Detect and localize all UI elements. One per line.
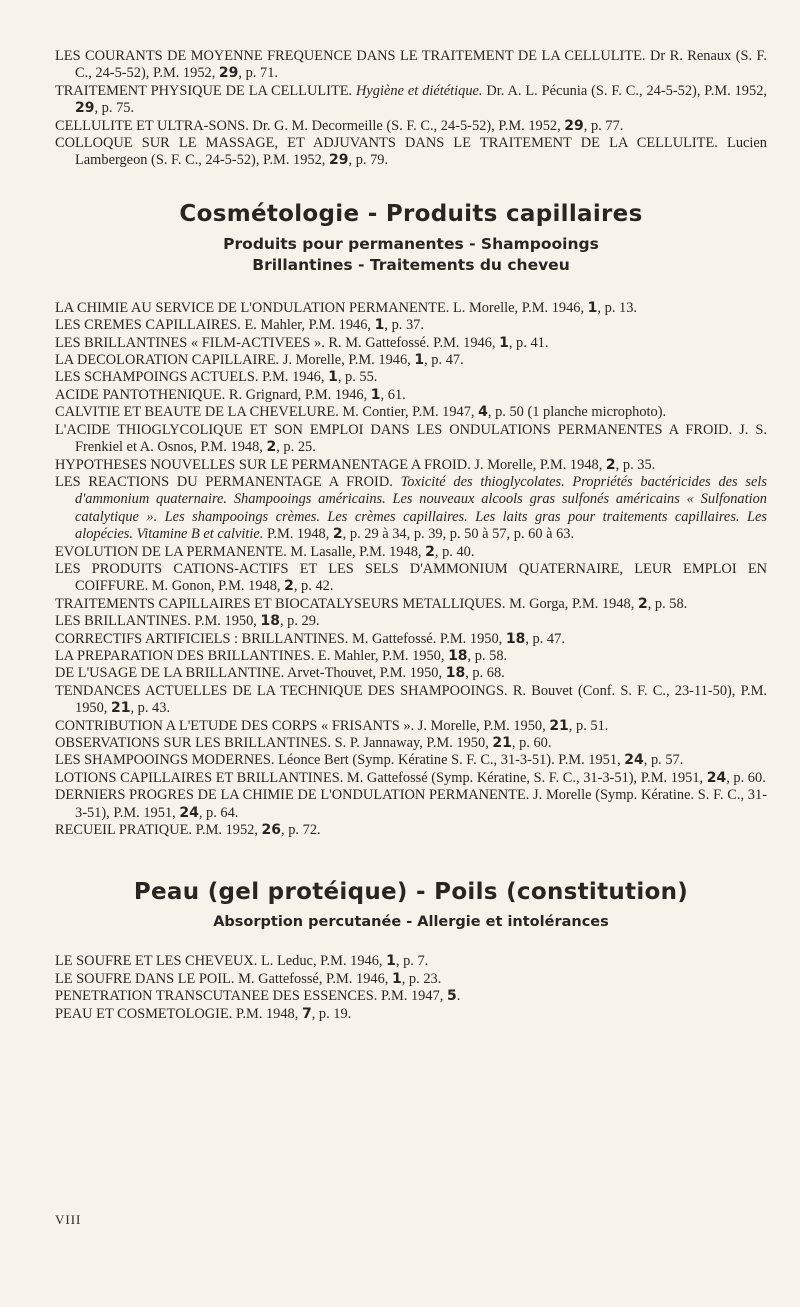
entry-text: HYPOTHESES NOUVELLES SUR LE PERMANENTAGE A FROID. J. Morelle, P.M. 1948, bbox=[55, 456, 606, 473]
entry-tail: , p. 50 (1 planche microphoto). bbox=[487, 404, 667, 421]
entry-tail: , p. 40. bbox=[434, 543, 475, 560]
volume-number: 1 bbox=[370, 386, 381, 403]
entry-tail: , p. 41. bbox=[508, 334, 549, 351]
entry-tail: , p. 58. bbox=[647, 595, 688, 612]
volume-number: 24 bbox=[706, 769, 727, 786]
volume-number: 7 bbox=[301, 1005, 312, 1022]
bibliography-entry bbox=[55, 48, 767, 83]
entry-text: TRAITEMENTS CAPILLAIRES ET BIOCATALYSEURS METALLIQUES. M. Gorga, P.M. 1948, bbox=[55, 595, 638, 612]
bibliography-entry bbox=[55, 544, 767, 561]
entry-text: LES CREMES CAPILLAIRES. E. Mahler, P.M. 1946, bbox=[55, 317, 375, 334]
volume-number: 5 bbox=[446, 988, 457, 1005]
entry-tail: , p. 37. bbox=[384, 317, 424, 334]
entry-text: PEAU ET COSMETOLOGIE. P.M. 1948, bbox=[55, 1005, 302, 1022]
entry-tail: . bbox=[456, 988, 461, 1005]
entry-text: ACIDE PANTOTHENIQUE. R. Grignard, P.M. 1946, bbox=[55, 386, 371, 403]
bibliography-entry bbox=[55, 561, 767, 596]
bibliography-entry bbox=[55, 300, 767, 317]
entry-text: RECUEIL PRATIQUE. P.M. 1952, bbox=[55, 822, 262, 839]
bibliography-entry bbox=[55, 648, 767, 665]
bibliography-entry bbox=[55, 369, 767, 386]
volume-number: 1 bbox=[386, 953, 396, 970]
volume-number: 29 bbox=[75, 100, 95, 117]
entry-tail: , p. 58. bbox=[467, 647, 508, 664]
entry-tail: , p. 71. bbox=[238, 65, 278, 82]
entry-tail: , p. 47. bbox=[424, 352, 464, 369]
entry-text: LES COURANTS DE MOYENNE FREQUENCE DANS LE TRAITEMENT DE LA CELLULITE. Dr R. Renaux (S. F. C., 24-5-52), P.M. 1952, bbox=[55, 48, 767, 82]
bibliography-entry bbox=[55, 613, 767, 630]
volume-number: 1 bbox=[499, 334, 509, 351]
page-content bbox=[55, 48, 767, 1023]
entry-text: CELLULITE ET ULTRA-SONS. Dr. G. M. Decormeille (S. F. C., 24-5-52), P.M. 1952, bbox=[55, 117, 565, 134]
entry-tail: , p. 23. bbox=[401, 970, 442, 987]
volume-number: 29 bbox=[218, 65, 239, 82]
volume-number: 2 bbox=[425, 543, 435, 560]
entry-text: OBSERVATIONS SUR LES BRILLANTINES. S. P. Jannaway, P.M. 1950, bbox=[55, 735, 493, 751]
bibliography-entry bbox=[55, 422, 767, 457]
volume-number: 2 bbox=[605, 456, 616, 473]
bibliography-entry bbox=[55, 335, 767, 352]
volume-number: 4 bbox=[478, 404, 488, 421]
volume-number: 1 bbox=[374, 317, 385, 334]
volume-number: 2 bbox=[332, 526, 343, 543]
volume-number: 24 bbox=[179, 804, 199, 821]
entry-tail: , p. 51. bbox=[568, 717, 609, 734]
entry-tail: , p. 35. bbox=[615, 456, 656, 473]
bibliography-entry bbox=[55, 953, 767, 970]
entry-tail: , p. 47. bbox=[525, 630, 565, 647]
entry-text: DE L'USAGE DE LA BRILLANTINE. Arvet-Thouvet, P.M. 1950, bbox=[55, 665, 446, 682]
entry-text: CORRECTIFS ARTIFICIELS : BRILLANTINES. M. Gattefossé. P.M. 1950, bbox=[55, 630, 506, 647]
entry-tail: , p. 29. bbox=[279, 613, 320, 630]
entry-tail: , p. 60. bbox=[726, 769, 766, 786]
bibliography-entry bbox=[55, 752, 767, 769]
entry-text: LES BRILLANTINES « FILM-ACTIVEES ». R. M. Gattefossé. P.M. 1946, bbox=[55, 334, 500, 351]
entry-text: CALVITIE ET BEAUTE DE LA CHEVELURE. M. Contier, P.M. 1947, bbox=[55, 404, 479, 421]
entry-text: LE SOUFRE ET LES CHEVEUX. L. Leduc, P.M. 1946, bbox=[55, 953, 387, 970]
bibliography-entry bbox=[55, 683, 767, 718]
entry-text: CONTRIBUTION A L'ETUDE DES CORPS « FRISANTS ». J. Morelle, P.M. 1950, bbox=[55, 717, 550, 734]
volume-number: 21 bbox=[110, 700, 131, 717]
entry-text: L'ACIDE THIOGLYCOLIQUE ET SON EMPLOI DANS LES ONDULATIONS PERMANENTES A FROID. J. S. Frenkiel et A. Osnos, P.M. 1948, bbox=[55, 421, 767, 456]
entry-text: DERNIERS PROGRES DE LA CHIMIE DE L'ONDULATION PERMANENTE. J. Morelle (Symp. Kératine. S. F. C., 31-3-51), P.M. 1951, bbox=[55, 787, 767, 821]
entry-text: LA CHIMIE AU SERVICE DE L'ONDULATION PERMANENTE. L. Morelle, P.M. 1946, bbox=[55, 299, 588, 316]
volume-number: 21 bbox=[492, 735, 512, 751]
entry-tail: , p. 42. bbox=[293, 578, 334, 595]
entry-text: LES PRODUITS CATIONS-ACTIFS ET LES SELS D'AMMONIUM QUATERNAIRE, LEUR EMPLOI EN COIFFURE. M. Gonon, P.M. 1948, bbox=[55, 560, 767, 595]
section-subtitle: Produits pour permanentes - Shampooings bbox=[223, 234, 599, 253]
entry-text: EVOLUTION DE LA PERMANENTE. M. Lasalle, P.M. 1948, bbox=[55, 543, 426, 560]
entry-text: LE SOUFRE DANS LE POIL. M. Gattefossé, P.M. 1946, bbox=[55, 970, 392, 987]
entry-tail: , p. 57. bbox=[643, 752, 684, 769]
entry-text: TENDANCES ACTUELLES DE LA TECHNIQUE DES SHAMPOOINGS. R. Bouvet (Conf. S. F. C., 23-11-50), P.M. 1950, bbox=[55, 682, 767, 717]
bibliography-entry bbox=[55, 718, 767, 735]
volume-number: 21 bbox=[549, 717, 569, 734]
entry-tail: , p. 43. bbox=[130, 700, 171, 717]
entry-text: COLLOQUE SUR LE MASSAGE, ET ADJUVANTS DANS LE TRAITEMENT DE LA CELLULITE. Lucien Lambergeon (S. F. C., 24-5-52), P.M. 1952, bbox=[55, 135, 767, 169]
entry-text: LA PREPARATION DES BRILLANTINES. E. Mahler, P.M. 1950, bbox=[55, 647, 449, 664]
bibliography-entry bbox=[55, 787, 767, 822]
volume-number: 18 bbox=[448, 647, 468, 664]
volume-number: 18 bbox=[445, 665, 466, 682]
volume-number: 2 bbox=[284, 578, 294, 595]
entry-italic-text: Hygiène et diététique. bbox=[356, 82, 483, 99]
volume-number: 1 bbox=[587, 299, 598, 316]
bibliography-entry bbox=[55, 352, 767, 369]
bibliography-entry bbox=[55, 1006, 767, 1023]
bibliography-entry bbox=[55, 665, 767, 682]
entry-tail: , p. 77. bbox=[583, 117, 624, 134]
bibliography-entry bbox=[55, 735, 767, 752]
entry-text: PENETRATION TRANSCUTANEE DES ESSENCES. P.M. 1947, bbox=[55, 988, 447, 1005]
bibliography-entry bbox=[55, 770, 767, 787]
bibliography-entry bbox=[55, 631, 767, 648]
bibliography-entry bbox=[55, 988, 767, 1005]
volume-number: 18 bbox=[260, 613, 280, 630]
bibliography-entry bbox=[55, 387, 767, 404]
bibliography-entry bbox=[55, 596, 767, 613]
entry-tail: , p. 79. bbox=[348, 152, 389, 169]
bibliography-entry bbox=[55, 83, 767, 118]
section-subtitle: Absorption percutanée - Allergie et intolérances bbox=[213, 914, 609, 931]
top-entry-list bbox=[55, 48, 767, 170]
volume-number: 18 bbox=[505, 630, 526, 647]
entry-tail: , p. 19. bbox=[311, 1005, 352, 1022]
entry-tail: , p. 64. bbox=[198, 804, 239, 821]
entry-text: LA DECOLORATION CAPILLAIRE. J. Morelle, P.M. 1946, bbox=[55, 352, 415, 369]
volume-number: 2 bbox=[266, 439, 277, 456]
entry-tail: , p. 72. bbox=[281, 822, 321, 839]
volume-number: 1 bbox=[414, 352, 425, 369]
entry-tail: , p. 75. bbox=[94, 100, 135, 117]
volume-number: 26 bbox=[261, 822, 282, 839]
entry-text: TRAITEMENT PHYSIQUE DE LA CELLULITE. bbox=[55, 82, 357, 99]
entry-tail: , p. 13. bbox=[597, 299, 637, 316]
entry-text: LES SHAMPOOINGS MODERNES. Léonce Bert (Symp. Kératine S. F. C., 31-3-51). P.M. 1951, bbox=[55, 752, 625, 769]
entry-text: LES BRILLANTINES. P.M. 1950, bbox=[55, 613, 261, 630]
section-title: Cosmétologie - Produits capillaires bbox=[179, 200, 643, 227]
entry-text: LES SCHAMPOINGS ACTUELS. P.M. 1946, bbox=[55, 369, 329, 386]
entry-tail: , 61. bbox=[380, 386, 406, 403]
bibliography-entry bbox=[55, 971, 767, 988]
bibliography-entry bbox=[55, 474, 767, 544]
entry-tail: , p. 29 à 34, p. 39, p. 50 à 57, p. 60 à 63. bbox=[342, 526, 575, 543]
entry-text: Dr. A. L. Pécunia (S. F. C., 24-5-52), P.M. 1952, bbox=[482, 82, 767, 99]
entry-tail: , p. 60. bbox=[511, 735, 552, 751]
section-heading bbox=[55, 879, 767, 930]
section-subtitle: Brillantines - Traitements du cheveu bbox=[252, 255, 570, 274]
entry-text: P.M. 1948, bbox=[263, 526, 333, 543]
entry-text: LES REACTIONS DU PERMANENTAGE A FROID. bbox=[55, 473, 401, 490]
section-title: Peau (gel protéique) - Poils (constitution) bbox=[133, 879, 689, 906]
entry-tail: , p. 55. bbox=[337, 369, 378, 386]
volume-number: 2 bbox=[637, 595, 648, 612]
page-number: VIII bbox=[55, 1212, 82, 1227]
section1-entry-list bbox=[55, 300, 767, 840]
bibliography-entry bbox=[55, 822, 767, 839]
volume-number: 29 bbox=[564, 117, 584, 134]
bibliography-entry bbox=[55, 118, 767, 135]
volume-number: 29 bbox=[329, 152, 349, 169]
entry-tail: , p. 7. bbox=[395, 953, 429, 970]
section-heading bbox=[55, 201, 767, 276]
entry-tail: , p. 25. bbox=[276, 439, 316, 456]
bibliography-entry bbox=[55, 457, 767, 474]
bibliography-entry bbox=[55, 135, 767, 170]
entry-tail: , p. 68. bbox=[465, 665, 505, 682]
volume-number: 24 bbox=[624, 752, 644, 769]
section2-entry-list bbox=[55, 953, 767, 1023]
volume-number: 1 bbox=[328, 369, 338, 386]
volume-number: 1 bbox=[391, 970, 402, 987]
bibliography-entry bbox=[55, 317, 767, 334]
entry-text: LOTIONS CAPILLAIRES ET BRILLANTINES. M. Gattefossé (Symp. Kératine, S. F. C., 31-3-51), P.M. 1951, bbox=[55, 769, 707, 786]
entry-italic-text: Toxicité des thioglycolates. Propriétés bactéricides des sels d'ammonium quaternaire. Shampooings américains. Les nouveaux alcools gras sulfonés américains « Sulfonation catalytique ». Les shampooings crèmes. Les crèmes capillaires. Les laits gras pour traitements capillaires. Les alopécies. Vitamine B et calvitie. bbox=[75, 473, 768, 543]
bibliography-entry bbox=[55, 404, 767, 421]
